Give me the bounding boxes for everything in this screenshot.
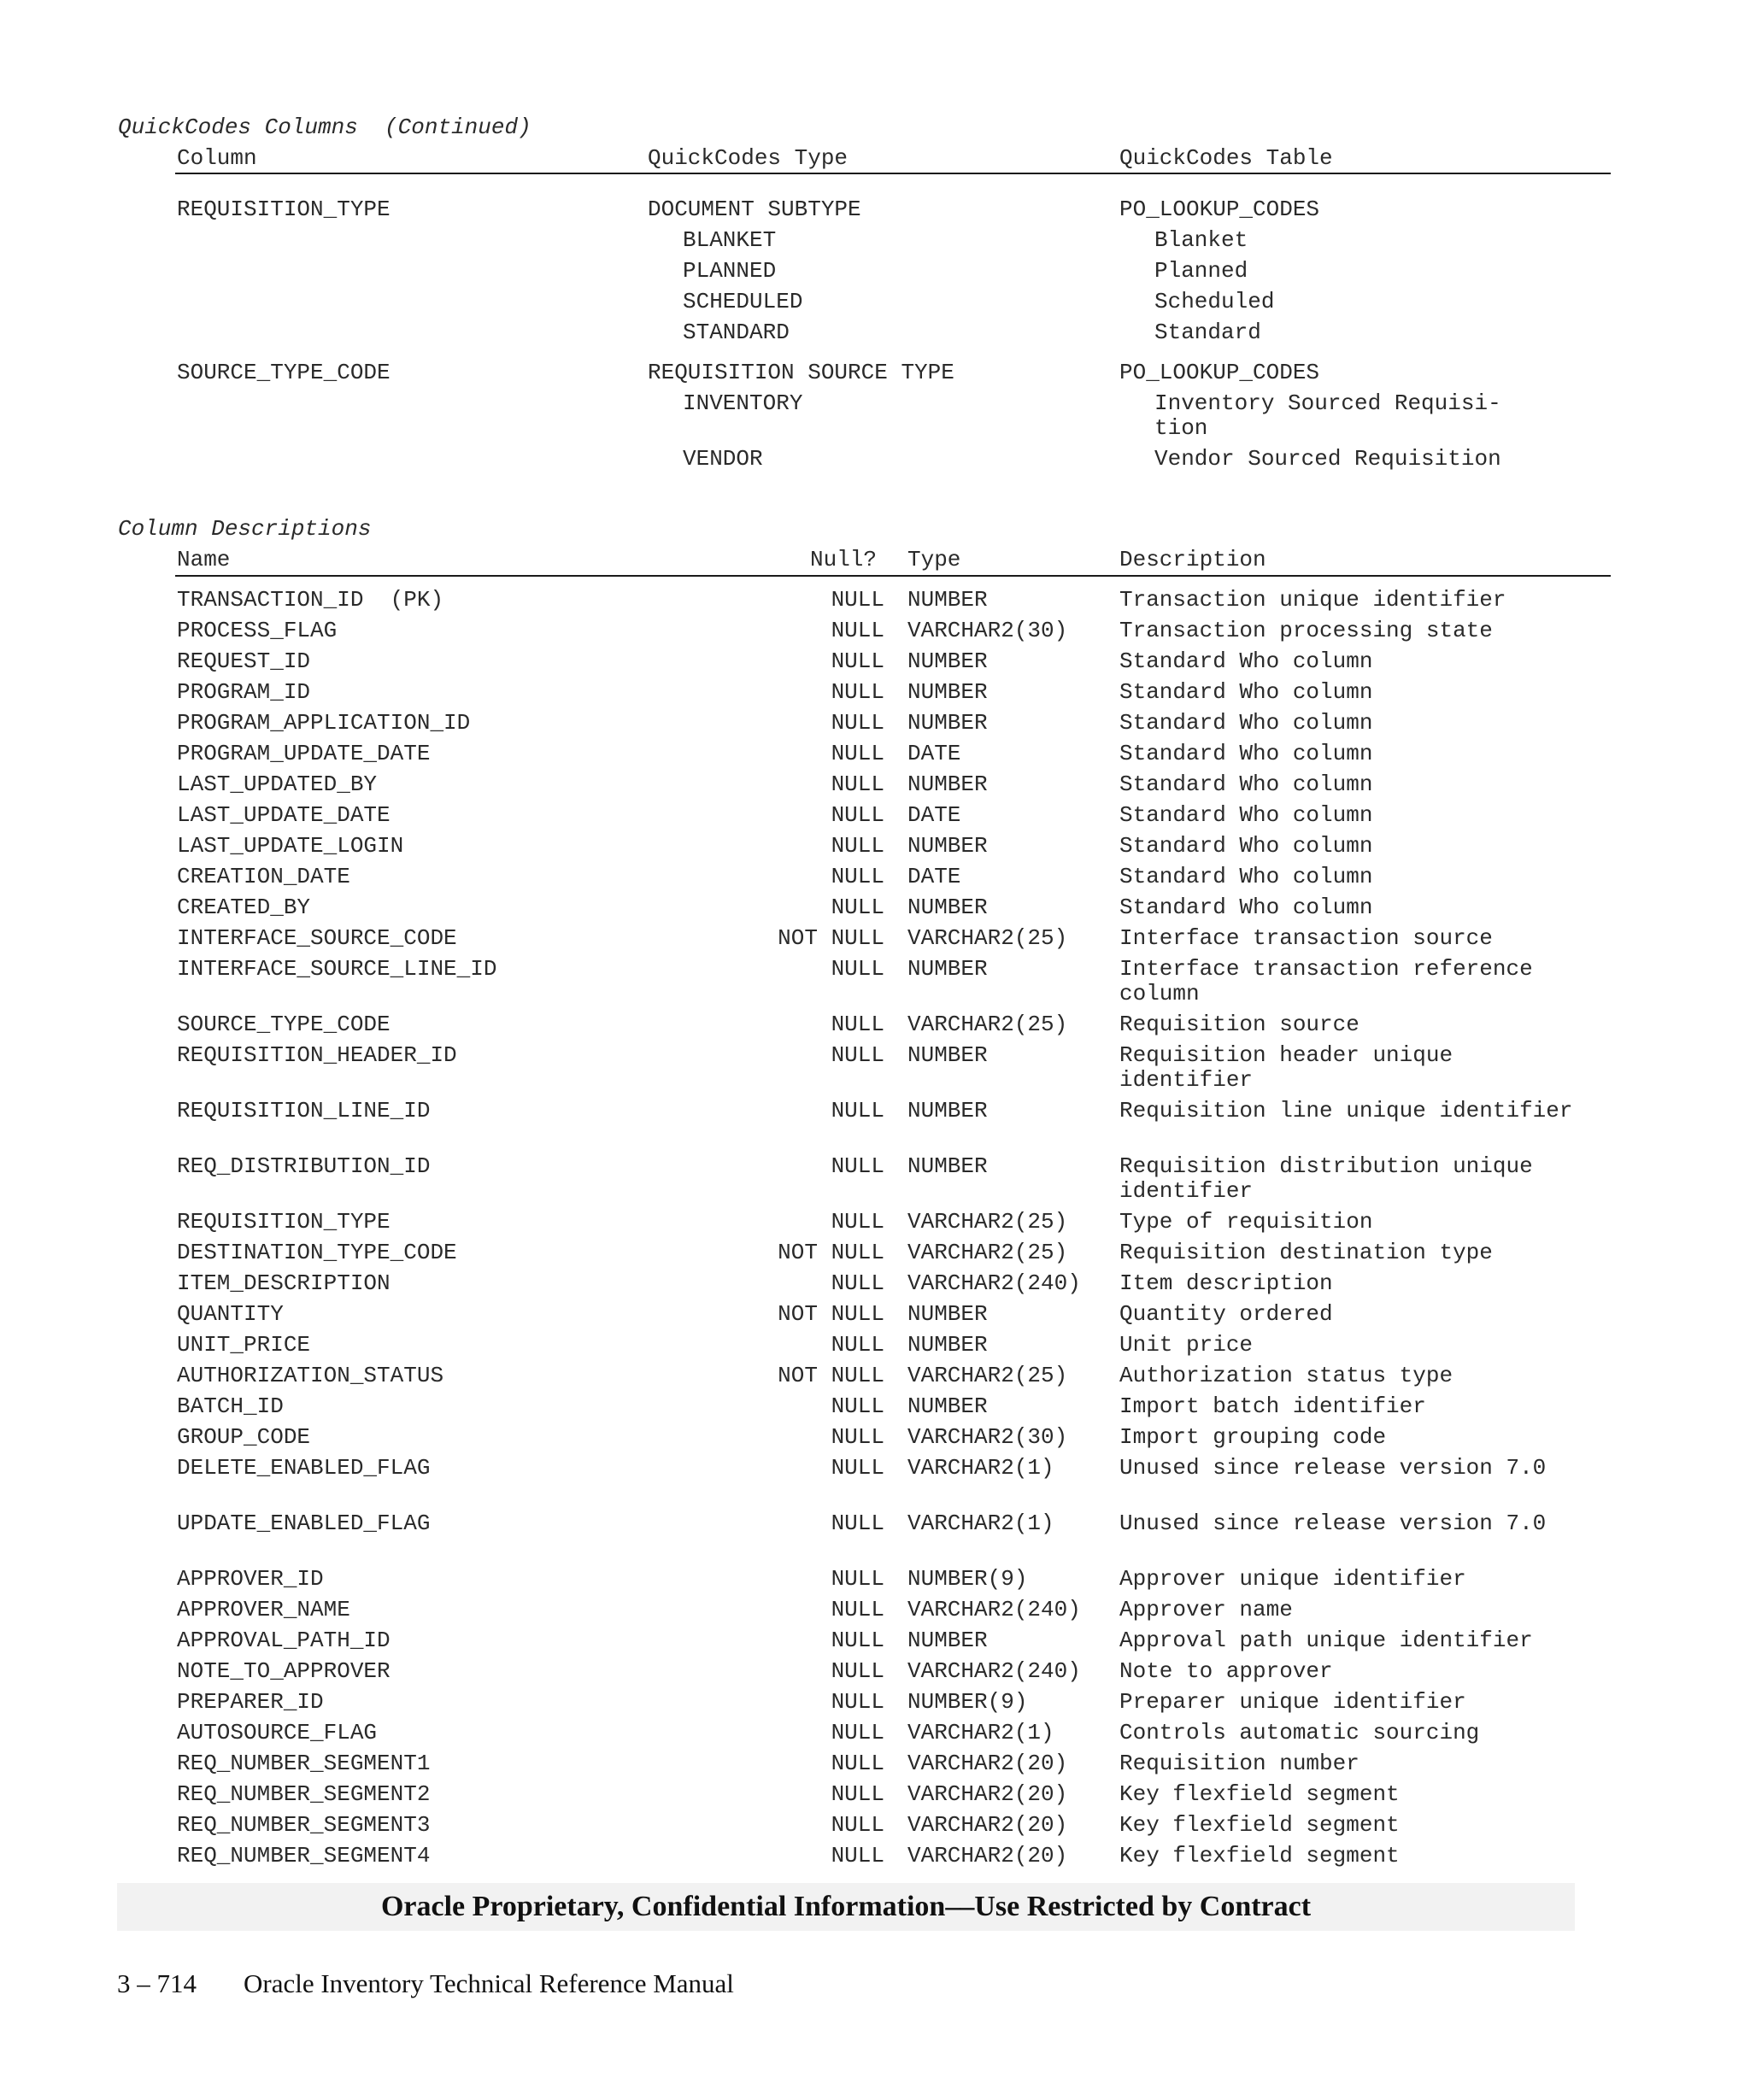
column-datatype: DATE [907,741,961,766]
column-datatype: NUMBER [907,1098,988,1123]
column-name: REQ_NUMBER_SEGMENT1 [177,1751,431,1776]
column-datatype: VARCHAR2(20) [907,1781,1068,1807]
column-name: PROCESS_FLAG [177,618,338,643]
quickcodes-value-code: STANDARD [683,320,790,345]
column-description: Transaction unique identifier [1119,587,1506,613]
quickcodes-value-code: SCHEDULED [683,289,803,314]
column-description: Key flexfield segment [1119,1781,1400,1807]
column-nullability: NULL [831,1628,884,1653]
quickcodes-table: PO_LOOKUP_CODES [1119,360,1320,385]
column-nullability: NULL [831,1843,884,1868]
column-nullability: NULL [831,1658,884,1684]
column-row [0,1151,1750,1206]
column-description: Approver unique identifier [1119,1566,1466,1592]
column-description: Key flexfield segment [1119,1843,1400,1868]
column-name: APPROVAL_PATH_ID [177,1628,391,1653]
column-name: INTERFACE_SOURCE_CODE [177,925,457,951]
column-row [0,892,1750,923]
column-name: QUANTITY [177,1301,284,1327]
column-row [0,615,1750,646]
column-datatype: NUMBER [907,1332,988,1358]
column-description: Item description [1119,1270,1333,1296]
column-datatype: NUMBER [907,1628,988,1653]
column-nullability: NULL [831,1751,884,1776]
column-datatype: VARCHAR2(25) [907,1012,1068,1037]
column-name: REQUISITION_TYPE [177,1209,391,1235]
column-row [0,1748,1750,1779]
column-nullability: NULL [831,1209,884,1235]
column-name: DELETE_ENABLED_FLAG [177,1455,431,1481]
column-description: Requisition header unique identifier [1119,1042,1453,1093]
column-nullability: NULL [831,771,884,797]
column-description: Note to approver [1119,1658,1333,1684]
cd-header-name: Name [177,547,231,572]
column-name: PROGRAM_UPDATE_DATE [177,741,431,766]
quickcodes-header-table: QuickCodes Table [1119,145,1333,171]
column-datatype: DATE [907,864,961,889]
column-row [0,707,1750,738]
column-nullability: NULL [831,741,884,766]
column-nullability: NULL [831,1153,884,1179]
column-nullability: NULL [831,1597,884,1622]
cd-header-null: Null? [810,547,878,572]
column-description: Import grouping code [1119,1424,1387,1450]
column-row [0,800,1750,830]
column-nullability: NULL [831,587,884,613]
column-row [0,1810,1750,1840]
column-description: Requisition source [1119,1012,1359,1037]
column-datatype: NUMBER [907,895,988,920]
quickcodes-column-name: SOURCE_TYPE_CODE [177,360,391,385]
quickcodes-value-code: INVENTORY [683,390,803,416]
page-number: 3 – 714 [117,1968,197,1998]
column-nullability: NULL [831,1424,884,1450]
column-name: REQUEST_ID [177,648,311,674]
column-nullability: NULL [831,1393,884,1419]
column-nullability: NULL [831,833,884,859]
cd-header-description: Description [1119,547,1266,572]
column-nullability: NULL [831,618,884,643]
quickcodes-value-meaning: Inventory Sourced Requisi- tion [1154,390,1501,441]
column-nullability: NULL [831,895,884,920]
column-name: PROGRAM_ID [177,679,311,705]
column-row [0,1422,1750,1452]
column-datatype: NUMBER [907,956,988,982]
column-datatype: VARCHAR2(30) [907,618,1068,643]
column-description: Standard Who column [1119,864,1373,889]
column-description: Approval path unique identifier [1119,1628,1533,1653]
quickcodes-column-name: REQUISITION_TYPE [177,197,391,222]
column-row [0,953,1750,1009]
quickcodes-value-meaning: Blanket [1154,227,1248,253]
column-name: REQUISITION_LINE_ID [177,1098,431,1123]
column-datatype: NUMBER [907,679,988,705]
column-descriptions-table-body [0,584,1750,1871]
column-description: Key flexfield segment [1119,1812,1400,1838]
column-name: NOTE_TO_APPROVER [177,1658,391,1684]
column-description: Requisition line unique identifier [1119,1098,1573,1123]
column-row [0,1009,1750,1040]
column-name: AUTHORIZATION_STATUS [177,1363,444,1388]
column-name: LAST_UPDATE_LOGIN [177,833,404,859]
column-nullability: NULL [831,1781,884,1807]
column-description: Quantity ordered [1119,1301,1333,1327]
quickcodes-header-rule [175,173,1611,174]
column-nullability: NULL [831,679,884,705]
column-nullability: NULL [831,1012,884,1037]
column-datatype: NUMBER [907,771,988,797]
column-datatype: VARCHAR2(240) [907,1270,1081,1296]
column-row [0,1508,1750,1563]
column-datatype: VARCHAR2(25) [907,1363,1068,1388]
column-name: REQ_NUMBER_SEGMENT4 [177,1843,431,1868]
column-name: CREATION_DATE [177,864,350,889]
manual-title: Oracle Inventory Technical Reference Manual [244,1968,734,1998]
column-name: UPDATE_ENABLED_FLAG [177,1510,431,1536]
column-row [0,1360,1750,1391]
column-name: INTERFACE_SOURCE_LINE_ID [177,956,497,982]
column-name: LAST_UPDATE_DATE [177,802,391,828]
column-datatype: NUMBER [907,1153,988,1179]
quickcodes-type: REQUISITION SOURCE TYPE [648,360,954,385]
column-datatype: DATE [907,802,961,828]
column-nullability: NULL [831,1098,884,1123]
column-row [0,769,1750,800]
column-description: Controls automatic sourcing [1119,1720,1480,1745]
column-nullability: NULL [831,864,884,889]
column-datatype: VARCHAR2(20) [907,1843,1068,1868]
column-description: Type of requisition [1119,1209,1373,1235]
quickcodes-value-code: PLANNED [683,258,777,284]
column-description: Standard Who column [1119,771,1373,797]
column-row [0,1040,1750,1095]
column-row [0,738,1750,769]
column-name: REQ_NUMBER_SEGMENT3 [177,1812,431,1838]
column-datatype: NUMBER [907,833,988,859]
column-nullability: NOT NULL [778,925,884,951]
column-name: APPROVER_ID [177,1566,324,1592]
column-datatype: VARCHAR2(25) [907,1209,1068,1235]
column-datatype: VARCHAR2(25) [907,1240,1068,1265]
quickcodes-header-row [0,143,1750,173]
column-description: Preparer unique identifier [1119,1689,1466,1715]
column-nullability: NULL [831,1566,884,1592]
column-datatype: NUMBER(9) [907,1689,1028,1715]
column-description: Authorization status type [1119,1363,1453,1388]
column-name: REQ_NUMBER_SEGMENT2 [177,1781,431,1807]
column-datatype: VARCHAR2(20) [907,1751,1068,1776]
column-datatype: VARCHAR2(1) [907,1510,1054,1536]
column-datatype: NUMBER [907,1301,988,1327]
column-name: PREPARER_ID [177,1689,324,1715]
column-datatype: VARCHAR2(240) [907,1597,1081,1622]
column-name: GROUP_CODE [177,1424,311,1450]
column-row [0,1717,1750,1748]
column-name: CREATED_BY [177,895,311,920]
column-description: Standard Who column [1119,679,1373,705]
column-name: ITEM_DESCRIPTION [177,1270,391,1296]
column-nullability: NOT NULL [778,1301,884,1327]
quickcodes-table: PO_LOOKUP_CODES [1119,197,1320,222]
column-row [0,1237,1750,1268]
column-description: Unused since release version 7.0 [1119,1510,1547,1536]
column-row [0,1686,1750,1717]
quickcodes-value-code: BLANKET [683,227,777,253]
column-descriptions-header-row [0,544,1750,575]
column-name: LAST_UPDATED_BY [177,771,378,797]
column-row [0,646,1750,677]
quickcodes-type: DOCUMENT SUBTYPE [648,197,861,222]
column-description: Unit price [1119,1332,1254,1358]
column-description: Requisition destination type [1119,1240,1493,1265]
column-description: Transaction processing state [1119,618,1493,643]
column-datatype: NUMBER [907,648,988,674]
column-description: Requisition distribution unique identifier [1119,1153,1533,1204]
column-nullability: NULL [831,802,884,828]
column-nullability: NULL [831,1455,884,1481]
column-datatype: VARCHAR2(240) [907,1658,1081,1684]
quickcodes-header-column: Column [177,145,257,171]
quickcodes-value-meaning: Scheduled [1154,289,1275,314]
column-datatype: VARCHAR2(20) [907,1812,1068,1838]
column-name: TRANSACTION_ID (PK) [177,587,444,613]
column-description: Import batch identifier [1119,1393,1426,1419]
column-row [0,1329,1750,1360]
column-datatype: NUMBER [907,710,988,736]
column-nullability: NOT NULL [778,1363,884,1388]
column-description: Interface transaction source [1119,925,1493,951]
column-description: Standard Who column [1119,648,1373,674]
quickcodes-value-meaning: Standard [1154,320,1261,345]
column-name: UNIT_PRICE [177,1332,311,1358]
column-row [0,1594,1750,1625]
column-row [0,1391,1750,1422]
column-descriptions-title: Column Descriptions [118,516,372,542]
column-nullability: NULL [831,1720,884,1745]
column-row [0,1779,1750,1810]
column-datatype: NUMBER [907,587,988,613]
column-datatype: NUMBER [907,1393,988,1419]
quickcodes-section-title: QuickCodes Columns (Continued) [118,114,531,140]
column-name: REQ_DISTRIBUTION_ID [177,1153,431,1179]
column-description: Standard Who column [1119,741,1373,766]
column-datatype: VARCHAR2(25) [907,925,1068,951]
column-row [0,830,1750,861]
column-description: Standard Who column [1119,833,1373,859]
column-row [0,1268,1750,1299]
column-nullability: NULL [831,1042,884,1068]
column-description: Approver name [1119,1597,1293,1622]
column-description: Interface transaction reference column [1119,956,1533,1006]
column-row [0,1656,1750,1686]
column-row [0,923,1750,953]
column-row [0,584,1750,615]
column-nullability: NULL [831,956,884,982]
column-nullability: NOT NULL [778,1240,884,1265]
quickcodes-value-meaning: Vendor Sourced Requisition [1154,446,1501,472]
column-description: Standard Who column [1119,802,1373,828]
column-datatype: NUMBER(9) [907,1566,1028,1592]
column-name: REQUISITION_HEADER_ID [177,1042,457,1068]
column-nullability: NULL [831,1812,884,1838]
column-nullability: NULL [831,1332,884,1358]
column-name: PROGRAM_APPLICATION_ID [177,710,471,736]
quickcodes-value-code: VENDOR [683,446,763,472]
column-row [0,1840,1750,1871]
column-name: SOURCE_TYPE_CODE [177,1012,391,1037]
column-datatype: VARCHAR2(1) [907,1720,1054,1745]
column-descriptions-header-rule [175,575,1611,577]
column-description: Unused since release version 7.0 [1119,1455,1547,1481]
column-description: Requisition number [1119,1751,1359,1776]
column-datatype: VARCHAR2(1) [907,1455,1054,1481]
column-name: AUTOSOURCE_FLAG [177,1720,378,1745]
column-nullability: NULL [831,1270,884,1296]
column-row [0,1563,1750,1594]
column-row [0,1299,1750,1329]
column-row [0,861,1750,892]
column-row [0,1095,1750,1151]
column-row [0,677,1750,707]
column-row [0,1625,1750,1656]
column-nullability: NULL [831,710,884,736]
column-row [0,1452,1750,1508]
column-row [0,1206,1750,1237]
column-nullability: NULL [831,1510,884,1536]
cd-header-type: Type [907,547,961,572]
column-nullability: NULL [831,648,884,674]
column-name: DESTINATION_TYPE_CODE [177,1240,457,1265]
quickcodes-header-type: QuickCodes Type [648,145,849,171]
column-description: Standard Who column [1119,710,1373,736]
column-description: Standard Who column [1119,895,1373,920]
column-nullability: NULL [831,1689,884,1715]
column-datatype: VARCHAR2(30) [907,1424,1068,1450]
column-name: BATCH_ID [177,1393,284,1419]
column-datatype: NUMBER [907,1042,988,1068]
quickcodes-value-meaning: Planned [1154,258,1248,284]
confidentiality-banner: Oracle Proprietary, Confidential Information––Use Restricted by Contract [117,1883,1575,1931]
column-name: APPROVER_NAME [177,1597,350,1622]
